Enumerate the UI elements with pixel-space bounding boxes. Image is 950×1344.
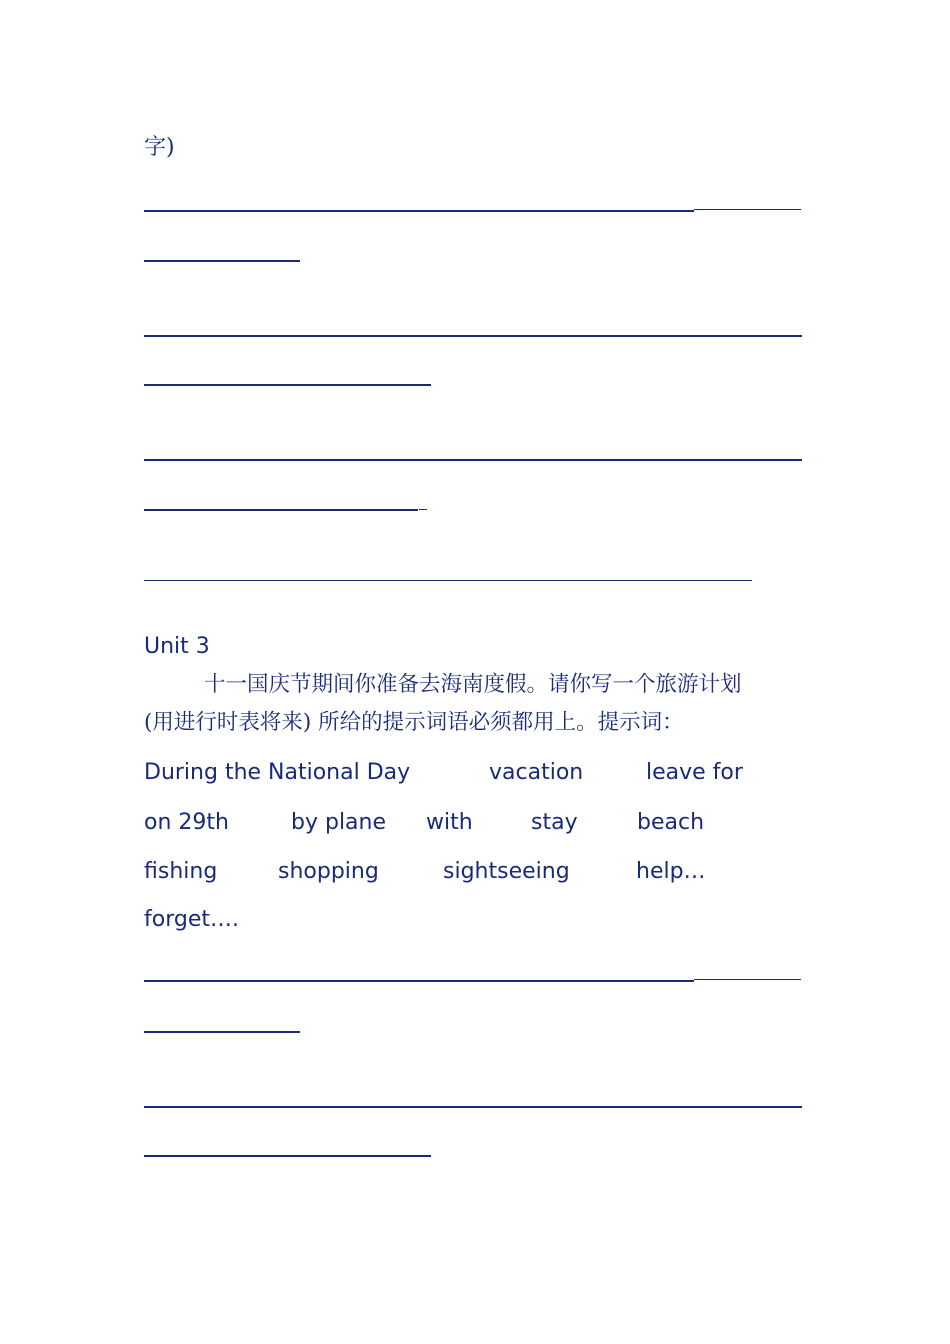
- writing-line[interactable]: [144, 980, 694, 982]
- hint-word: fishing: [144, 859, 218, 884]
- writing-line[interactable]: [144, 509, 418, 511]
- hint-word: with: [426, 810, 473, 835]
- writing-line[interactable]: [694, 209, 801, 210]
- hint-word: help…: [636, 859, 706, 884]
- hint-word: forget….: [144, 907, 239, 932]
- hint-word: by plane: [291, 810, 387, 835]
- writing-line[interactable]: [144, 1031, 300, 1033]
- writing-line[interactable]: [144, 459, 802, 461]
- hint-word: beach: [637, 810, 705, 835]
- hint-word: vacation: [489, 760, 584, 785]
- writing-line[interactable]: [144, 1155, 431, 1157]
- writing-line[interactable]: [144, 260, 300, 262]
- instruction-line-2: (用进行时表将来) 所给的提示词语必须都用上。提示词：: [144, 710, 684, 735]
- unit-title: Unit 3: [144, 634, 210, 659]
- writing-line[interactable]: [144, 580, 752, 581]
- top-fragment-text: 字): [144, 135, 175, 160]
- writing-line[interactable]: [144, 335, 802, 337]
- writing-line[interactable]: [144, 384, 431, 386]
- hint-word: shopping: [278, 859, 379, 884]
- hint-word: sightseeing: [443, 859, 570, 884]
- hint-word: stay: [531, 810, 578, 835]
- hint-word: During the National Day: [144, 760, 411, 785]
- writing-line[interactable]: [144, 1106, 802, 1108]
- writing-line[interactable]: [419, 509, 427, 510]
- writing-line[interactable]: [144, 210, 694, 212]
- hint-word: on 29th: [144, 810, 229, 835]
- hint-word: leave for: [646, 760, 743, 785]
- writing-line[interactable]: [694, 979, 801, 980]
- instruction-line-1: 十一国庆节期间你准备去海南度假。请你写一个旅游计划: [204, 672, 742, 697]
